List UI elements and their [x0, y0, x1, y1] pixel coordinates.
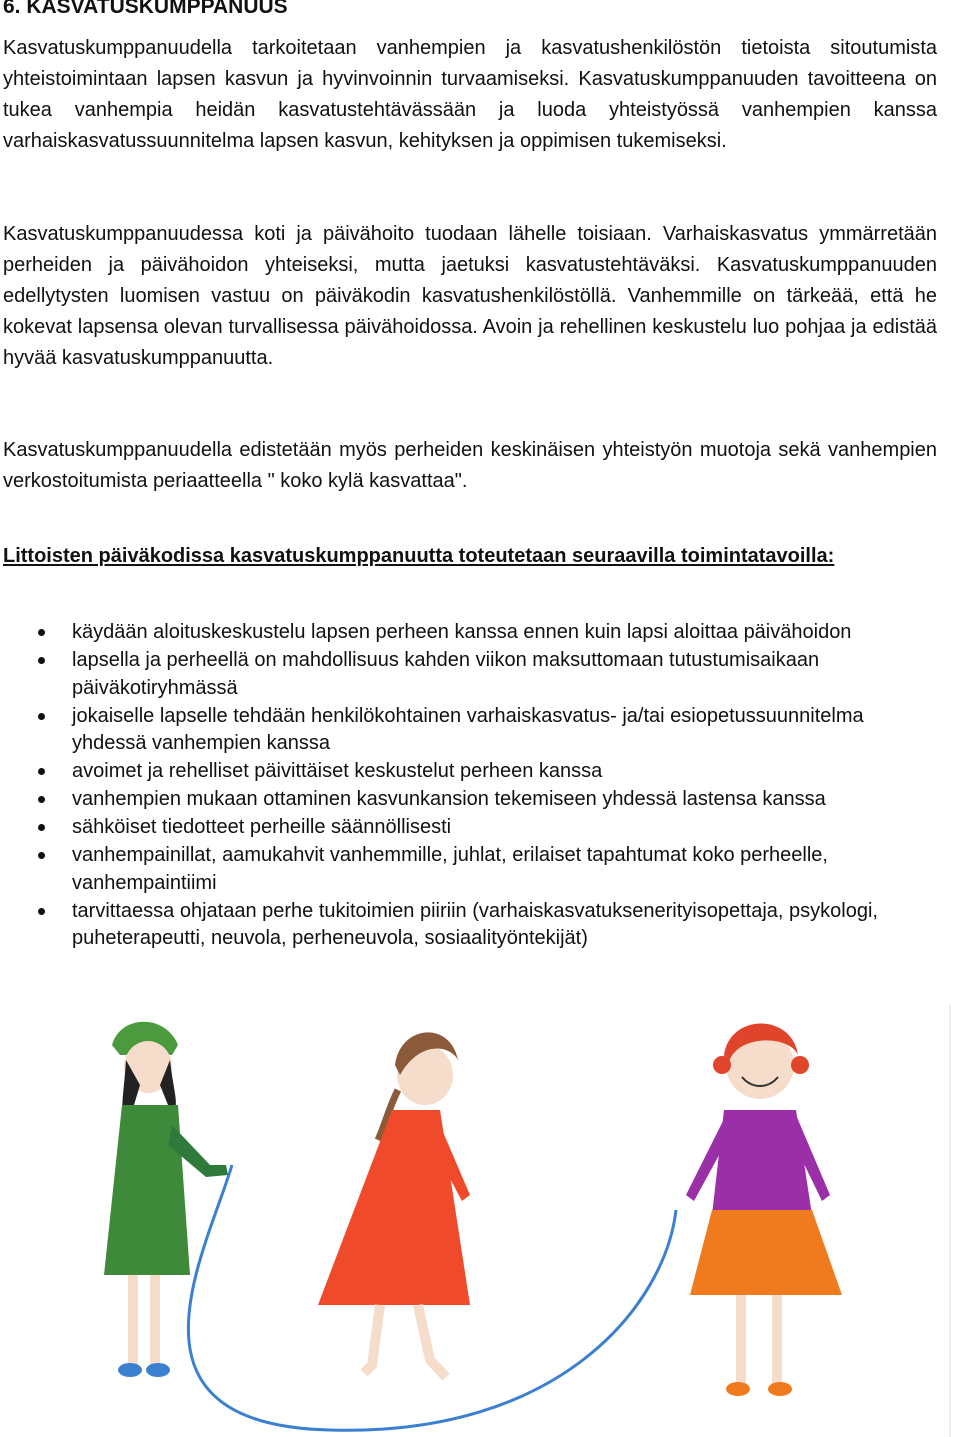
list-item-text: käydään aloituskeskustelu lapsen perheen kanssa ennen kuin lapsi aloittaa päivähoidon	[72, 621, 852, 643]
list-item	[3, 898, 937, 953]
list-item-text: sähköiset tiedotteet perheille säännöllisesti	[72, 816, 452, 838]
bullet-icon	[38, 908, 45, 915]
list-item	[3, 703, 937, 758]
list-item-text: tarvittaessa ohjataan perhe tukitoimien piiriin (varhaiskasvatuksenerityisopettaja, psykologi, puheterapeutti, neuvola, perheneuvola, sosiaalityöntekijät)	[72, 899, 878, 949]
practices-list	[3, 619, 937, 953]
practices-subheading	[3, 536, 883, 577]
list-item-text: lapsella ja perheellä on mahdollisuus kahden viikon maksuttomaan tutustumisaikaan päiväkotiryhmässä	[72, 649, 820, 699]
list-item-text: vanhempien mukaan ottaminen kasvunkansion tekemiseen yhdessä lastensa kanssa	[72, 788, 826, 810]
paragraph-intro: Kasvatuskumppanuudella tarkoitetaan vanhempien ja kasvatushenkilöstön tietoista sitoutumista yhteistoimintaan lapsen kasvun ja hyvinvoinnin turvaamiseksi. Kasvatuskumppanuuden tavoitteena on tukea vanhempia heidän kasvatustehtävässään ja luoda yhteistyössä vanhempien kanssa varhaiskasvatussuunnitelma lapsen kasvun, kehityksen ja oppimisen tukemiseksi.	[3, 37, 937, 152]
paragraph-home-daycare: Kasvatuskumppanuudessa koti ja päivähoito tuodaan lähelle toisiaan. Varhaiskasvatus ymmärretään perheiden ja päivähoidon yhteiseksi, mutta jaetuksi kasvatustehtäväksi. Kasvatuskumppanuuden edellytysten luomisen vastuu on päiväkodin kasvatushenkilöstöllä. Vanhemmille on tärkeää, että he kokevat lapsensa olevan turvallisessa päivähoidossa. Avoin ja rehellinen keskustelu luo pohjaa ja edistää hyvää kasvatuskumppanuutta.	[3, 223, 937, 369]
bullet-icon	[38, 796, 45, 803]
bullet-icon	[38, 824, 45, 831]
girl-purple-figure	[686, 1024, 842, 1397]
practices-subheading-text: Littoisten päiväkodissa kasvatuskumppanuutta toteutetaan seuraavilla toimintatavoilla:	[3, 545, 835, 567]
list-item-text: jokaiselle lapselle tehdään henkilökohtainen varhaiskasvatus- ja/tai esiopetussuunnitelma yhdessä vanhempien kanssa	[72, 704, 864, 754]
list-item-text: vanhempainillat, aamukahvit vanhemmille, juhlat, erilaiset tapahtumat koko perheelle, vanhempaintiimi	[72, 844, 828, 894]
bullet-icon	[38, 657, 45, 664]
list-item	[3, 786, 937, 814]
list-item	[3, 647, 937, 702]
girl-green-figure	[104, 1022, 228, 1377]
bullet-icon	[38, 629, 45, 636]
list-item	[3, 758, 937, 786]
paragraph-networking: Kasvatuskumppanuudella edistetään myös perheiden keskinäisen yhteistyön muotoja sekä vanhempien verkostoitumista periaatteella " koko kylä kasvattaa".	[3, 439, 937, 492]
section-heading: 6. KASVATUSKUMPPANUUS	[3, 0, 288, 18]
bullet-icon	[38, 768, 45, 775]
list-item	[3, 619, 937, 647]
list-item-text: avoimet ja rehelliset päivittäiset keskustelut perheen kanssa	[72, 760, 603, 782]
bullet-icon	[38, 713, 45, 720]
bullet-icon	[38, 852, 45, 859]
girl-red-figure	[318, 1032, 470, 1377]
list-item	[3, 814, 937, 842]
children-jump-rope-illustration	[0, 1005, 960, 1437]
list-item	[3, 842, 937, 897]
